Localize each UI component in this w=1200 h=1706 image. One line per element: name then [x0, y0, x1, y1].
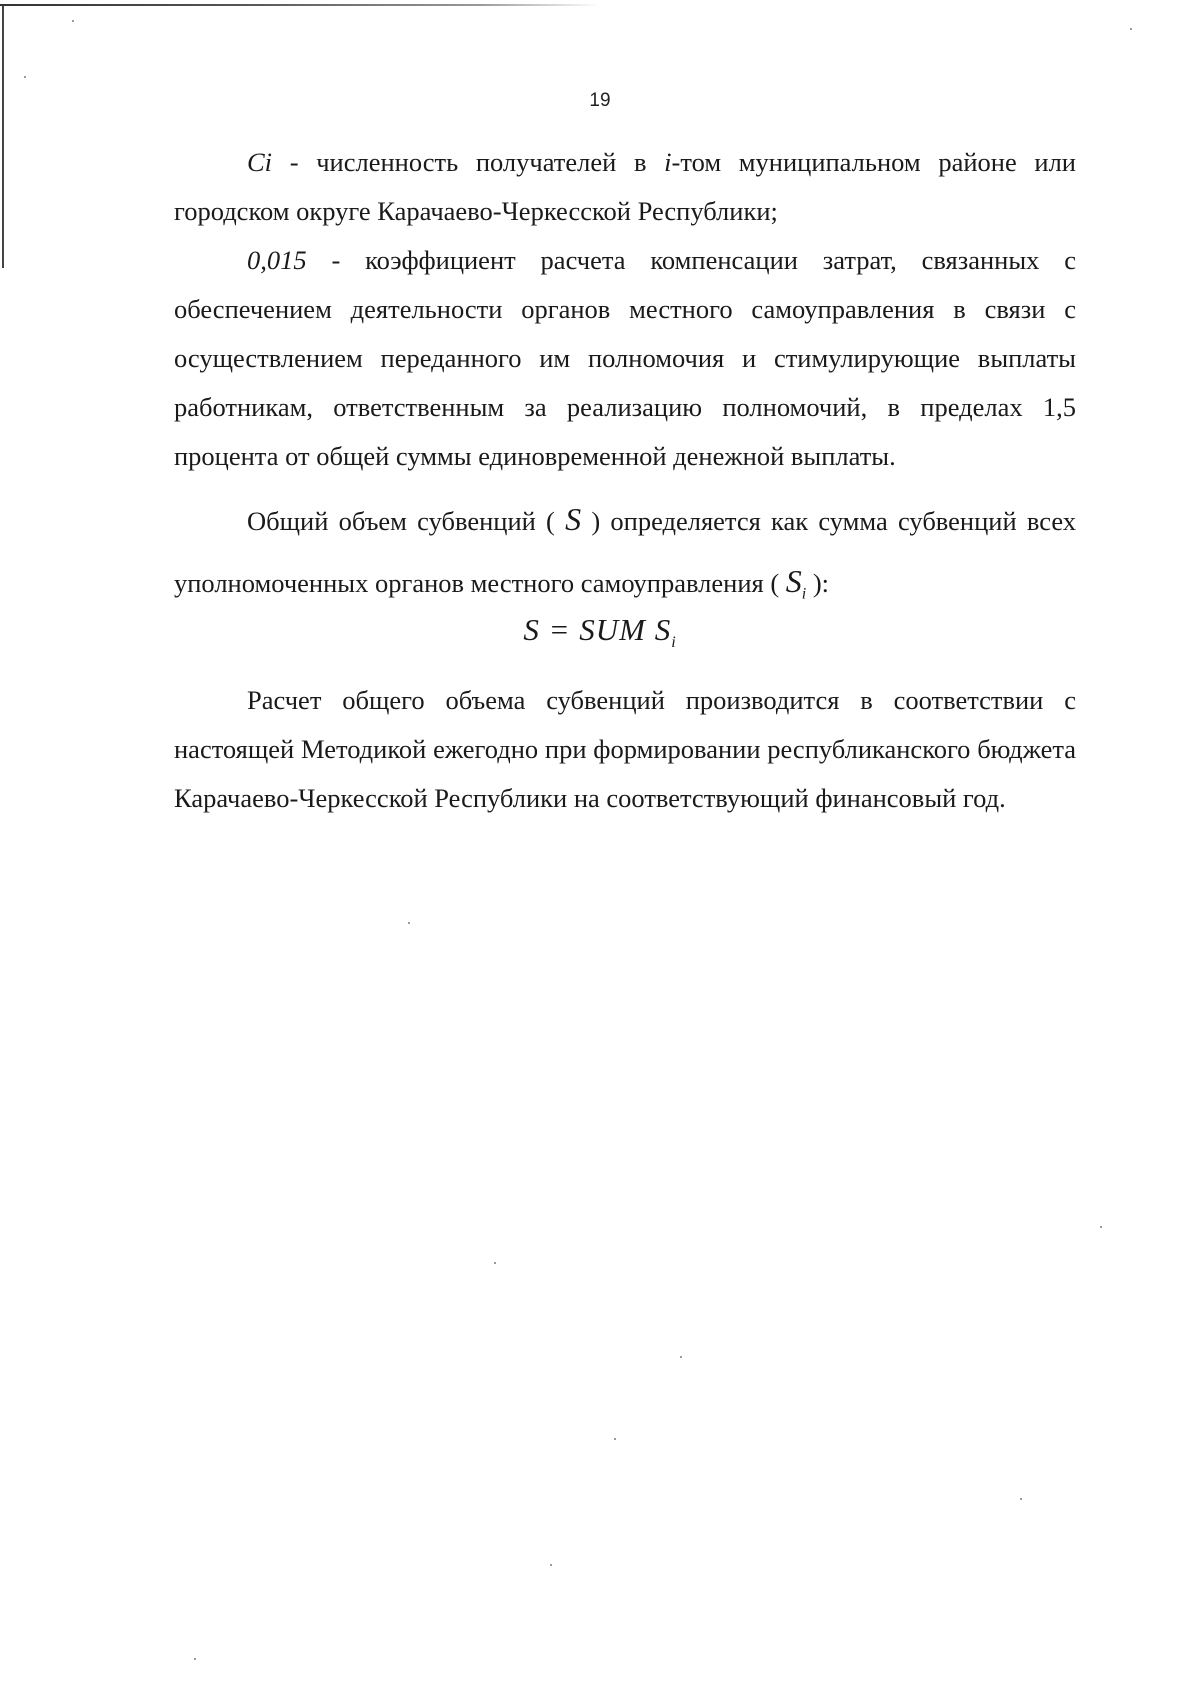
symbol-si: S [785, 563, 802, 599]
scan-edge-left [2, 6, 4, 268]
paragraph-calculation-text: Расчет общего объема субвенций производится в соответствии с настоящей Методикой ежегодно при формировании республиканского бюджета Карачаево-Черкесской Республики на соответствующий финансовый год. [174, 685, 1076, 813]
scan-speck [494, 1262, 496, 1264]
symbol-i: i [664, 147, 672, 177]
paragraph-ci-text-b: -том муниципальном районе или городском округе Карачаево-Черкесской Республики; [174, 147, 1076, 226]
body-text [174, 138, 1076, 624]
scan-speck [1100, 1226, 1102, 1228]
symbol-ci: Ci [247, 147, 273, 177]
scan-speck [1020, 1498, 1022, 1500]
scan-speck [1130, 28, 1132, 30]
scan-speck [72, 20, 74, 22]
paragraph-calculation [174, 676, 1076, 823]
scan-speck [550, 1564, 552, 1566]
scan-speck [680, 1356, 682, 1358]
paragraph-ci [174, 138, 1076, 236]
paragraph-coefficient-text: - коэффициент расчета компенсации затрат, связанных с обеспечением деятельности органов местного самоуправления в связи с осуществлением переданного им полномочия и стимулирующие выплаты работникам, ответственным за реализацию полномочий, в пределах 1,5 процента от общей суммы единовременной денежной выплаты. [174, 245, 1076, 471]
scan-speck [24, 76, 26, 78]
formula-expression: S = SUM S [523, 612, 672, 647]
paragraph-total-subvention [174, 489, 1076, 624]
scan-speck [408, 922, 410, 924]
symbol-s: S [565, 501, 582, 537]
paragraph-ci-text-a: - численность получателей в [272, 147, 665, 177]
paragraph-coefficient [174, 236, 1076, 481]
paragraph-total-text-a: Общий объем субвенций ( [247, 506, 566, 536]
paragraph-total-text-c: ): [806, 568, 830, 598]
page-number: 19 [589, 90, 611, 111]
scan-speck [194, 1658, 196, 1660]
formula-subscript: i [671, 634, 677, 652]
paragraph-total-text-b: ) определяется как сумма субвенций всех уполномоченных органов местного самоуправления ( [174, 506, 1076, 598]
scan-edge-top [0, 4, 600, 6]
formula-total [0, 612, 1200, 652]
symbol-si-subscript: i [801, 585, 807, 603]
body-text-lower [174, 676, 1076, 823]
symbol-coefficient: 0,015 [247, 245, 307, 275]
scan-speck [614, 1438, 616, 1440]
